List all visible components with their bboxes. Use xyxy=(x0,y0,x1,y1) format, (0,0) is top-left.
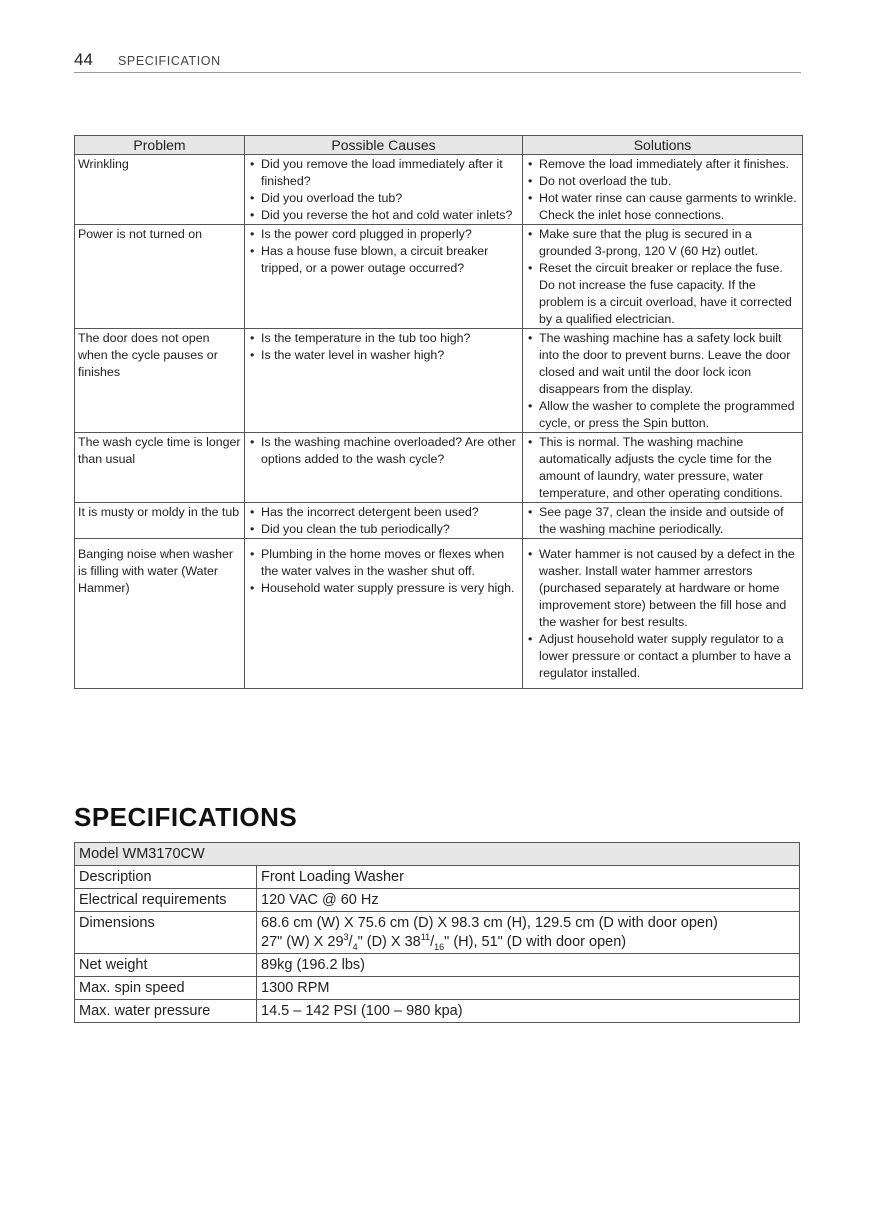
spec-row xyxy=(75,954,800,977)
dimensions-imperial: 27" (W) X $29^3/_4$" (D) X $38^{11}/_{16}$" (H), 51" (D with door open) xyxy=(261,932,627,952)
spec-label: Description xyxy=(75,866,257,889)
cause-item: • Did you reverse the hot and cold water inlets? xyxy=(248,207,519,224)
cause-item: • Household water supply pressure is very high. xyxy=(248,580,519,597)
solution-item: • Adjust household water supply regulator to a lower pressure or contact a plumber to have a regulator installed. xyxy=(526,631,799,682)
problem-cell: It is musty or moldy in the tub xyxy=(75,503,245,539)
page-number: 44 xyxy=(74,50,93,69)
solutions-cell xyxy=(523,503,803,539)
solutions-cell xyxy=(523,433,803,503)
causes-cell xyxy=(245,503,523,539)
cause-item: • Has the incorrect detergent been used? xyxy=(248,504,519,521)
cause-item: • Plumbing in the home moves or flexes when the water valves in the washer shut off. xyxy=(248,546,519,580)
solutions-cell xyxy=(523,329,803,433)
spec-value: 14.5 – 142 PSI (100 – 980 kpa) xyxy=(257,1000,800,1023)
spec-row xyxy=(75,977,800,1000)
dimensions-metric: 68.6 cm (W) X 75.6 cm (D) X 98.3 cm (H), 129.5 cm (D with door open) xyxy=(261,915,718,931)
spec-label: Max. water pressure xyxy=(75,1000,257,1023)
spec-value: 120 VAC @ 60 Hz xyxy=(257,889,800,912)
problem-cell: The wash cycle time is longer than usual xyxy=(75,433,245,503)
cause-item: • Is the water level in washer high? xyxy=(248,347,519,364)
table-row xyxy=(75,433,803,503)
solution-item: • This is normal. The washing machine automatically adjusts the cycle time for the amount of laundry, water pressure, water temperature, and other operating conditions. xyxy=(526,434,799,502)
spec-model-row xyxy=(75,843,800,866)
solution-item: • Do not overload the tub. xyxy=(526,173,799,190)
specifications-table xyxy=(74,842,800,1023)
causes-cell xyxy=(245,433,523,503)
spec-label: Net weight xyxy=(75,954,257,977)
causes-cell xyxy=(245,329,523,433)
causes-cell xyxy=(245,155,523,225)
cause-item: • Is the temperature in the tub too high? xyxy=(248,330,519,347)
spec-label: Dimensions xyxy=(75,912,257,954)
spec-row xyxy=(75,889,800,912)
spec-row xyxy=(75,1000,800,1023)
troubleshooting-table xyxy=(74,135,803,689)
spec-row xyxy=(75,912,800,954)
solution-item: • Water hammer is not caused by a defect in the washer. Install water hammer arrestors (purchased separately at hardware or home improvement store) between the fill hose and the washer for best results. xyxy=(526,546,799,631)
solution-item: • See page 37, clean the inside and outside of the washing machine periodically. xyxy=(526,504,799,538)
solution-item: • Hot water rinse can cause garments to wrinkle. Check the inlet hose connections. xyxy=(526,190,799,224)
problem-cell: Wrinkling xyxy=(75,155,245,225)
table-row xyxy=(75,503,803,539)
table-row xyxy=(75,329,803,433)
problem-cell: Power is not turned on xyxy=(75,225,245,329)
solution-item: • Remove the load immediately after it finishes. xyxy=(526,156,799,173)
solution-item: • Allow the washer to complete the programmed cycle, or press the Spin button. xyxy=(526,398,799,432)
solutions-cell xyxy=(523,155,803,225)
spec-value: Front Loading Washer xyxy=(257,866,800,889)
table-row xyxy=(75,225,803,329)
causes-cell xyxy=(245,539,523,689)
column-header-problem: Problem xyxy=(75,136,245,155)
cause-item: • Is the washing machine overloaded? Are other options added to the wash cycle? xyxy=(248,434,519,468)
cause-item: • Has a house fuse blown, a circuit breaker tripped, or a power outage occurred? xyxy=(248,243,519,277)
solution-item: • Reset the circuit breaker or replace the fuse. Do not increase the fuse capacity. If the problem is a circuit overload, have it corrected by a qualified electrician. xyxy=(526,260,799,328)
table-header-row xyxy=(75,136,803,155)
problem-cell: The door does not open when the cycle pauses or finishes xyxy=(75,329,245,433)
spec-row xyxy=(75,866,800,889)
table-row xyxy=(75,539,803,689)
column-header-solutions: Solutions xyxy=(523,136,803,155)
page-header xyxy=(74,50,801,73)
table-row xyxy=(75,155,803,225)
spec-label: Max. spin speed xyxy=(75,977,257,1000)
spec-value: 1300 RPM xyxy=(257,977,800,1000)
cause-item: • Did you remove the load immediately after it finished? xyxy=(248,156,519,190)
problem-cell: Banging noise when washer is filling with water (Water Hammer) xyxy=(75,539,245,689)
cause-item: • Did you clean the tub periodically? xyxy=(248,521,519,538)
solutions-cell xyxy=(523,539,803,689)
column-header-causes: Possible Causes xyxy=(245,136,523,155)
solution-item: • The washing machine has a safety lock built into the door to prevent burns. Leave the door closed and wait until the door lock icon disappears from the display. xyxy=(526,330,799,398)
causes-cell xyxy=(245,225,523,329)
cause-item: • Is the power cord plugged in properly? xyxy=(248,226,519,243)
cause-item: • Did you overload the tub? xyxy=(248,190,519,207)
section-name: SPECIFICATION xyxy=(118,54,221,68)
model-label: Model WM3170CW xyxy=(75,843,800,866)
specifications-title: SPECIFICATIONS xyxy=(74,802,298,832)
spec-value: 89kg (196.2 lbs) xyxy=(257,954,800,977)
spec-value xyxy=(257,912,800,954)
solution-item: • Make sure that the plug is secured in a grounded 3-prong, 120 V (60 Hz) outlet. xyxy=(526,226,799,260)
solutions-cell xyxy=(523,225,803,329)
spec-label: Electrical requirements xyxy=(75,889,257,912)
